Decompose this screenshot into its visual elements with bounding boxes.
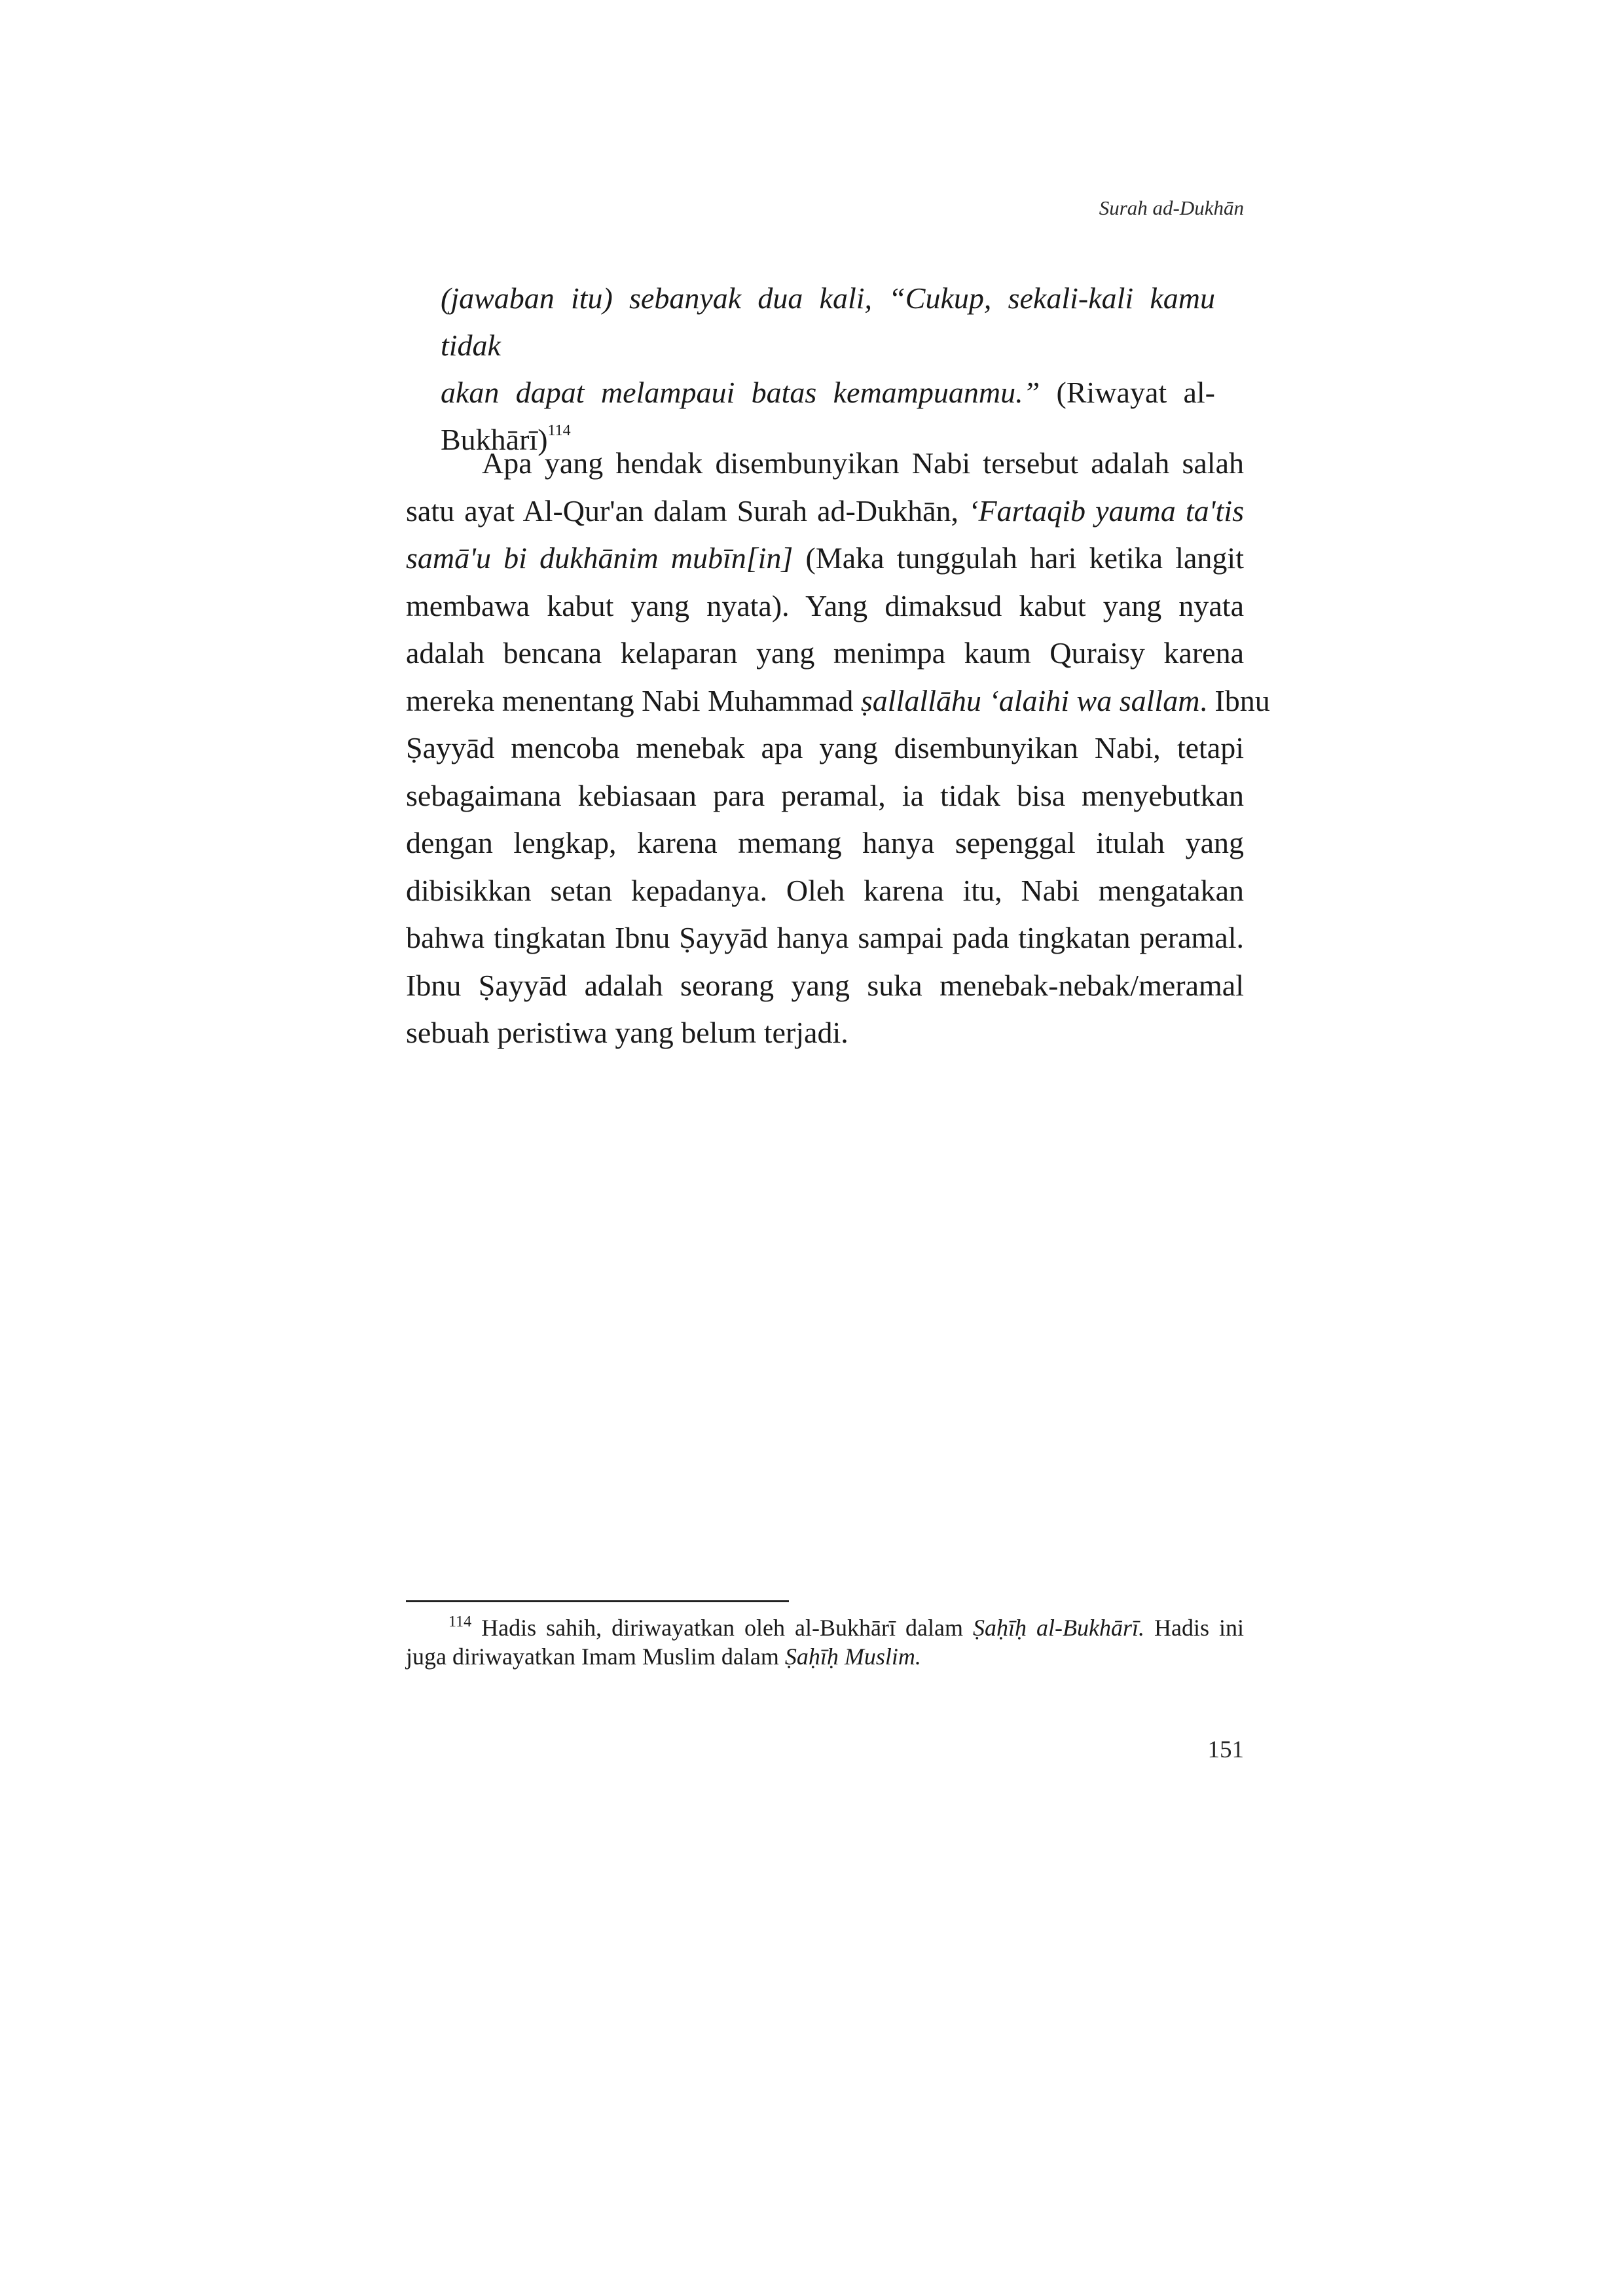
paragraph-line: samā'u bi dukhānim mubīn[in] (Maka tunggulah hari ketika langit [406, 541, 1244, 575]
footnote-divider [406, 1600, 789, 1602]
page-number: 151 [1207, 1736, 1244, 1763]
hadith-quote [441, 275, 1215, 463]
body-paragraph [406, 440, 1270, 1057]
paragraph-line: adalah bencana kelaparan yang menimpa kaum Quraisy karena [406, 636, 1244, 670]
paragraph-line: satu ayat Al-Qur'an dalam Surah ad-Dukhān, ‘Fartaqib yauma ta'tis [406, 493, 1244, 528]
paragraph-line: sebagaimana kebiasaan para peramal, ia tidak bisa menyebutkan [406, 778, 1244, 812]
paragraph-line: Ṣayyād mencoba menebak apa yang disembunyikan Nabi, tetapi [406, 731, 1244, 764]
paragraph-line: Ibnu Ṣayyād adalah seorang yang suka menebak-nebak/meramal [406, 968, 1244, 1002]
footnote-114 [406, 1613, 1244, 1671]
footnote-number: 114 [448, 1613, 472, 1630]
paragraph-line: dengan lengkap, karena memang hanya sepenggal itulah yang [406, 826, 1244, 859]
footnote-reference[interactable]: 114 [547, 422, 571, 439]
paragraph-line: bahwa tingkatan Ibnu Ṣayyād hanya sampai pada tingkatan peramal. [406, 921, 1244, 954]
paragraph-line: membawa kabut yang nyata). Yang dimaksud kabut yang nyata [406, 588, 1244, 622]
quote-line-2: akan dapat melampaui batas kemampuanmu.” (Riwayat al- [441, 376, 1215, 409]
paragraph-line: Apa yang hendak disembunyikan Nabi tersebut adalah salah [482, 446, 1244, 480]
running-header: Surah ad-Dukhān [1099, 196, 1244, 219]
paragraph-line: mereka menentang Nabi Muhammad ṣallallāhu ‘alaihi wa sallam. Ibnu [406, 683, 1270, 717]
footnote-line: juga diriwayatkan Imam Muslim dalam Ṣaḥīḥ Muslim. [406, 1643, 921, 1670]
paragraph-line: sebuah peristiwa yang belum terjadi. [406, 1016, 848, 1049]
quote-line-1: (jawaban itu) sebanyak dua kali, “Cukup, sekali-kali kamu tidak [441, 281, 1215, 362]
quote-line-3: Bukhārī)$^{114}$ [441, 422, 571, 456]
paragraph-line: dibisikkan setan kepadanya. Oleh karena itu, Nabi mengatakan [406, 873, 1244, 907]
footnote-line: $^{114}$ Hadis sahih, diriwayatkan oleh al-Bukhārī dalam Ṣaḥīḥ al-Bukhārī. Hadis ini [448, 1613, 1244, 1641]
